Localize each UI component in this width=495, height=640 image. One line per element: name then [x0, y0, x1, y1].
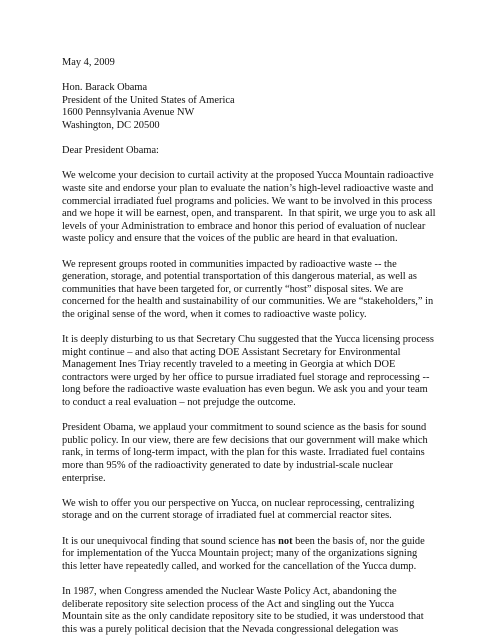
text-line: We welcome your decision to curtail activity at the proposed Yucca Mountain radioactive	[62, 170, 434, 182]
recipient-title: President of the United States of America	[62, 94, 235, 106]
text-line: rank, in terms of long-term impact, with the plan for this waste. Irradiated fuel contains	[62, 447, 425, 459]
text-line: the original sense of the word, when it comes to radioactive waste policy.	[62, 308, 367, 320]
text-line: for implementation of the Yucca Mountain project; many of the organizations signing	[62, 548, 418, 560]
text-line: enterprise.	[62, 472, 106, 484]
text-line: Mountain site as the only candidate repository site to be studied, it was understood that	[62, 611, 424, 623]
text-line	[62, 536, 480, 549]
text-line: commercial irradiated fuel programs and policies. We want to be involved in this process	[62, 195, 433, 207]
text-line: more than 95% of the radioactivity generated to date by industrial-scale nuclear	[62, 460, 393, 471]
text-line: Management Ines Triay recently traveled to a meeting in Georgia at which DOE	[62, 359, 396, 371]
spacer	[62, 133, 480, 146]
text-line: generation, storage, and potential transportation of this dangerous material, as well as	[62, 271, 417, 283]
spacer	[62, 70, 480, 83]
recipient-street: 1600 Pennsylvania Avenue NW	[62, 107, 195, 119]
text-line: We represent groups rooted in communities impacted by radioactive waste -- the	[62, 258, 397, 270]
spacer	[62, 410, 480, 423]
text-line: and we hope it will be earnest, open, and transparent. In that spirit, we urge you to ask all	[62, 208, 436, 220]
text-line: President Obama, we applaud your commitment to sound science as the basis for sound	[62, 422, 427, 434]
text-line: public policy. In our view, there are few decisions that our government will make which	[62, 434, 428, 446]
letter-body	[62, 57, 480, 636]
paragraph-concerns	[62, 334, 480, 410]
text-line: might continue – and also that acting DOE Assistant Secretary for Environmental	[62, 346, 401, 358]
spacer	[62, 485, 480, 498]
text-line: to conduct a real evaluation – not prejudge the outcome.	[62, 397, 296, 409]
spacer	[62, 321, 480, 334]
paragraph-history	[62, 586, 480, 636]
recipient-address	[62, 82, 480, 132]
emphasis-not: not	[278, 535, 293, 547]
text-line: communities that have been targeted for, or currently “host” disposal sites. We are	[62, 283, 404, 295]
text-line: this letter have repeatedly called, and worked for the cancellation of the Yucca dump.	[62, 560, 417, 572]
spacer	[62, 158, 480, 171]
spacer	[62, 573, 480, 586]
text-line: this was a purely political decision that the Nevada congressional delegation was	[62, 623, 399, 635]
spacer	[62, 523, 480, 536]
spacer	[62, 246, 480, 259]
text-line: contractors were urged by her office to pursue irradiated fuel storage and reprocessing --	[62, 371, 430, 383]
paragraph-stakeholders	[62, 259, 480, 322]
letter-date: May 4, 2009	[62, 57, 115, 68]
paragraph-finding	[62, 536, 480, 574]
text-run: It is our unequivocal finding that sound science has	[62, 535, 279, 547]
text-line: waste site and endorse your plan to evaluate the nation’s high-level radioactive waste and	[62, 182, 434, 194]
text-line: deliberate repository site selection process of the Act and singling out the Yucca	[62, 598, 395, 610]
text-line: concerned for the health and sustainability of our communities. We are “stakeholders,” in	[62, 296, 434, 308]
paragraph-perspective	[62, 498, 480, 523]
paragraph-welcome	[62, 170, 480, 246]
text-line: long before the radioactive waste evaluation has even begun. We ask you and your team	[62, 384, 428, 396]
salutation: Dear President Obama:	[62, 145, 159, 157]
text-line: storage and on the current storage of irradiated fuel at commercial reactor sites.	[62, 510, 392, 522]
text-line: We wish to offer you our perspective on Yucca, on nuclear reprocessing, centralizing	[62, 497, 415, 509]
text-line: waste policy and ensure that the voices of the public are heard in that evaluation.	[62, 233, 398, 245]
text-line: In 1987, when Congress amended the Nuclear Waste Policy Act, abandoning the	[62, 585, 397, 597]
text-line: levels of your Administration to embrace and honor this period of evaluation of nuclear	[62, 220, 426, 232]
recipient-city: Washington, DC 20500	[62, 119, 160, 131]
paragraph-science	[62, 422, 480, 485]
text-run: been the basis of, nor the guide	[292, 535, 425, 547]
recipient-name: Hon. Barack Obama	[62, 82, 148, 94]
text-line: It is deeply disturbing to us that Secretary Chu suggested that the Yucca licensing process	[62, 334, 434, 346]
